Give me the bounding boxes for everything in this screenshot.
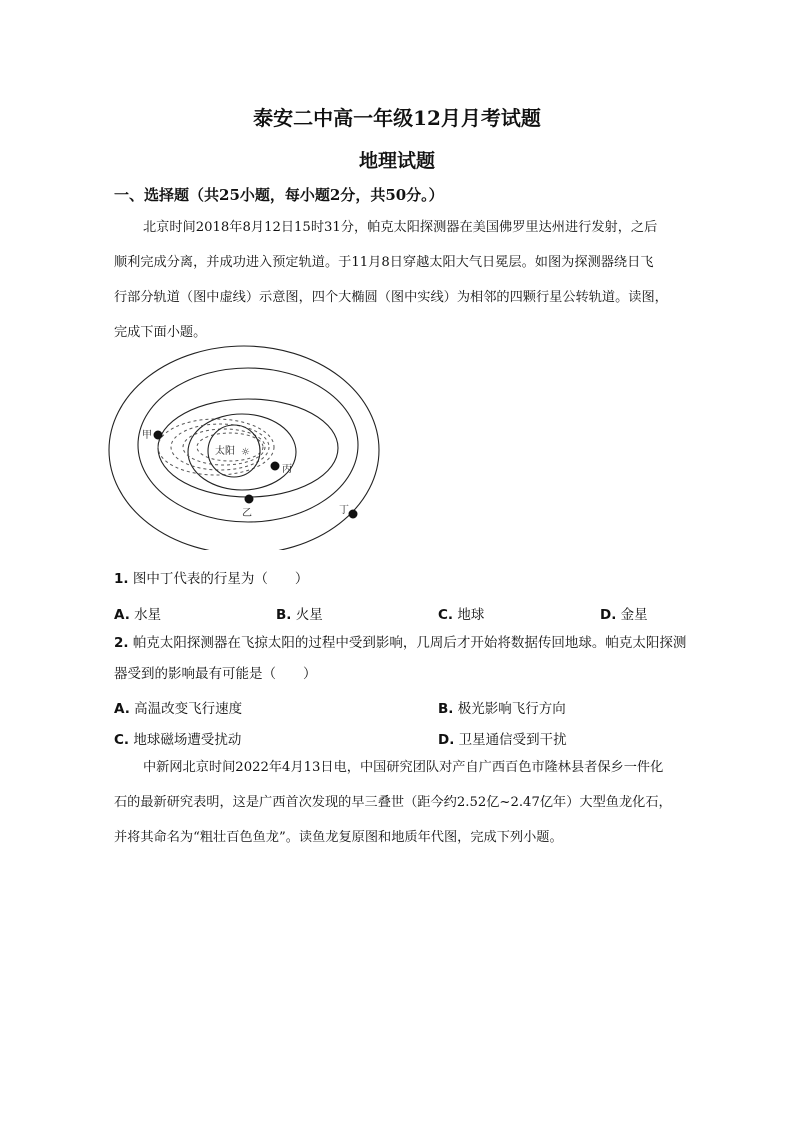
option-a[interactable]: A. 水星 (114, 607, 162, 623)
passage-line: 完成下面小题。 (114, 325, 207, 340)
question-text: 帕克太阳探测器在飞掠太阳的过程中受到影响，几周后才开始将数据传回地球。帕克太阳探测 (132, 635, 687, 651)
planet-label-jia: 甲 (142, 430, 152, 441)
planet-ding (349, 510, 357, 518)
option-b[interactable]: B. 火星 (276, 607, 323, 623)
question-text: 图中丁代表的行星为（ ） (132, 571, 309, 587)
orbit-diagram (108, 340, 388, 550)
question-2-options-row1 (114, 697, 714, 727)
passage-line: 顺利完成分离，并成功进入预定轨道。于11月8日穿越太阳大气日冕层。如图为探测器绕日飞 (114, 255, 654, 270)
planet-label-bing: 丙 (282, 464, 292, 475)
sun-icon: ☼ (241, 447, 250, 458)
section-heading: 一、选择题（共25小题，每小题2分，共50分。） (114, 186, 444, 204)
question-1 (114, 564, 710, 595)
passage-1 (114, 210, 710, 350)
option-d[interactable]: D. 金星 (600, 607, 648, 623)
passage-line: 石的最新研究表明，这是广西首次发现的早三叠世（距今约2.52亿~2.47亿年）大型鱼龙化石， (114, 795, 672, 810)
passage-line: 北京时间2018年8月12日15时31分，帕克太阳探测器在美国佛罗里达州进行发射，之后 (143, 220, 658, 235)
planet-label-yi: 乙 (242, 508, 252, 519)
passage-2 (114, 750, 710, 855)
page-subtitle: 地理试题 (358, 150, 435, 172)
passage-line: 行部分轨道（图中虚线）示意图，四个大椭圆（图中实线）为相邻的四颗行星公转轨道。读图， (114, 290, 668, 305)
planet-jia (154, 431, 162, 439)
option-c[interactable]: C. 地球 (438, 607, 485, 623)
question-number: 1. (114, 571, 129, 587)
passage-line: 中新网北京时间2022年4月13日电，中国研究团队对产自广西百色市隆林县者保乡一件化 (143, 760, 664, 775)
option-c[interactable]: C. 地球磁场遭受扰动 (114, 732, 242, 748)
passage-line: 并将其命名为“粗壮百色鱼龙”。读鱼龙复原图和地质年代图，完成下列小题。 (114, 830, 563, 845)
option-a[interactable]: A. 高温改变飞行速度 (114, 701, 243, 717)
planet-yi (245, 495, 253, 503)
planet-label-ding: 丁 (339, 505, 349, 516)
page-title: 泰安二中高一年级12月月考试题 (253, 106, 541, 130)
sun-label: 太阳 (215, 446, 235, 457)
question-2 (114, 628, 710, 690)
question-number: 2. (114, 635, 129, 651)
option-b[interactable]: B. 极光影响飞行方向 (438, 701, 566, 717)
option-d[interactable]: D. 卫星通信受到干扰 (438, 732, 567, 748)
question-text-cont: 器受到的影响最有可能是（ ） (114, 666, 317, 682)
planet-bing (271, 462, 279, 470)
